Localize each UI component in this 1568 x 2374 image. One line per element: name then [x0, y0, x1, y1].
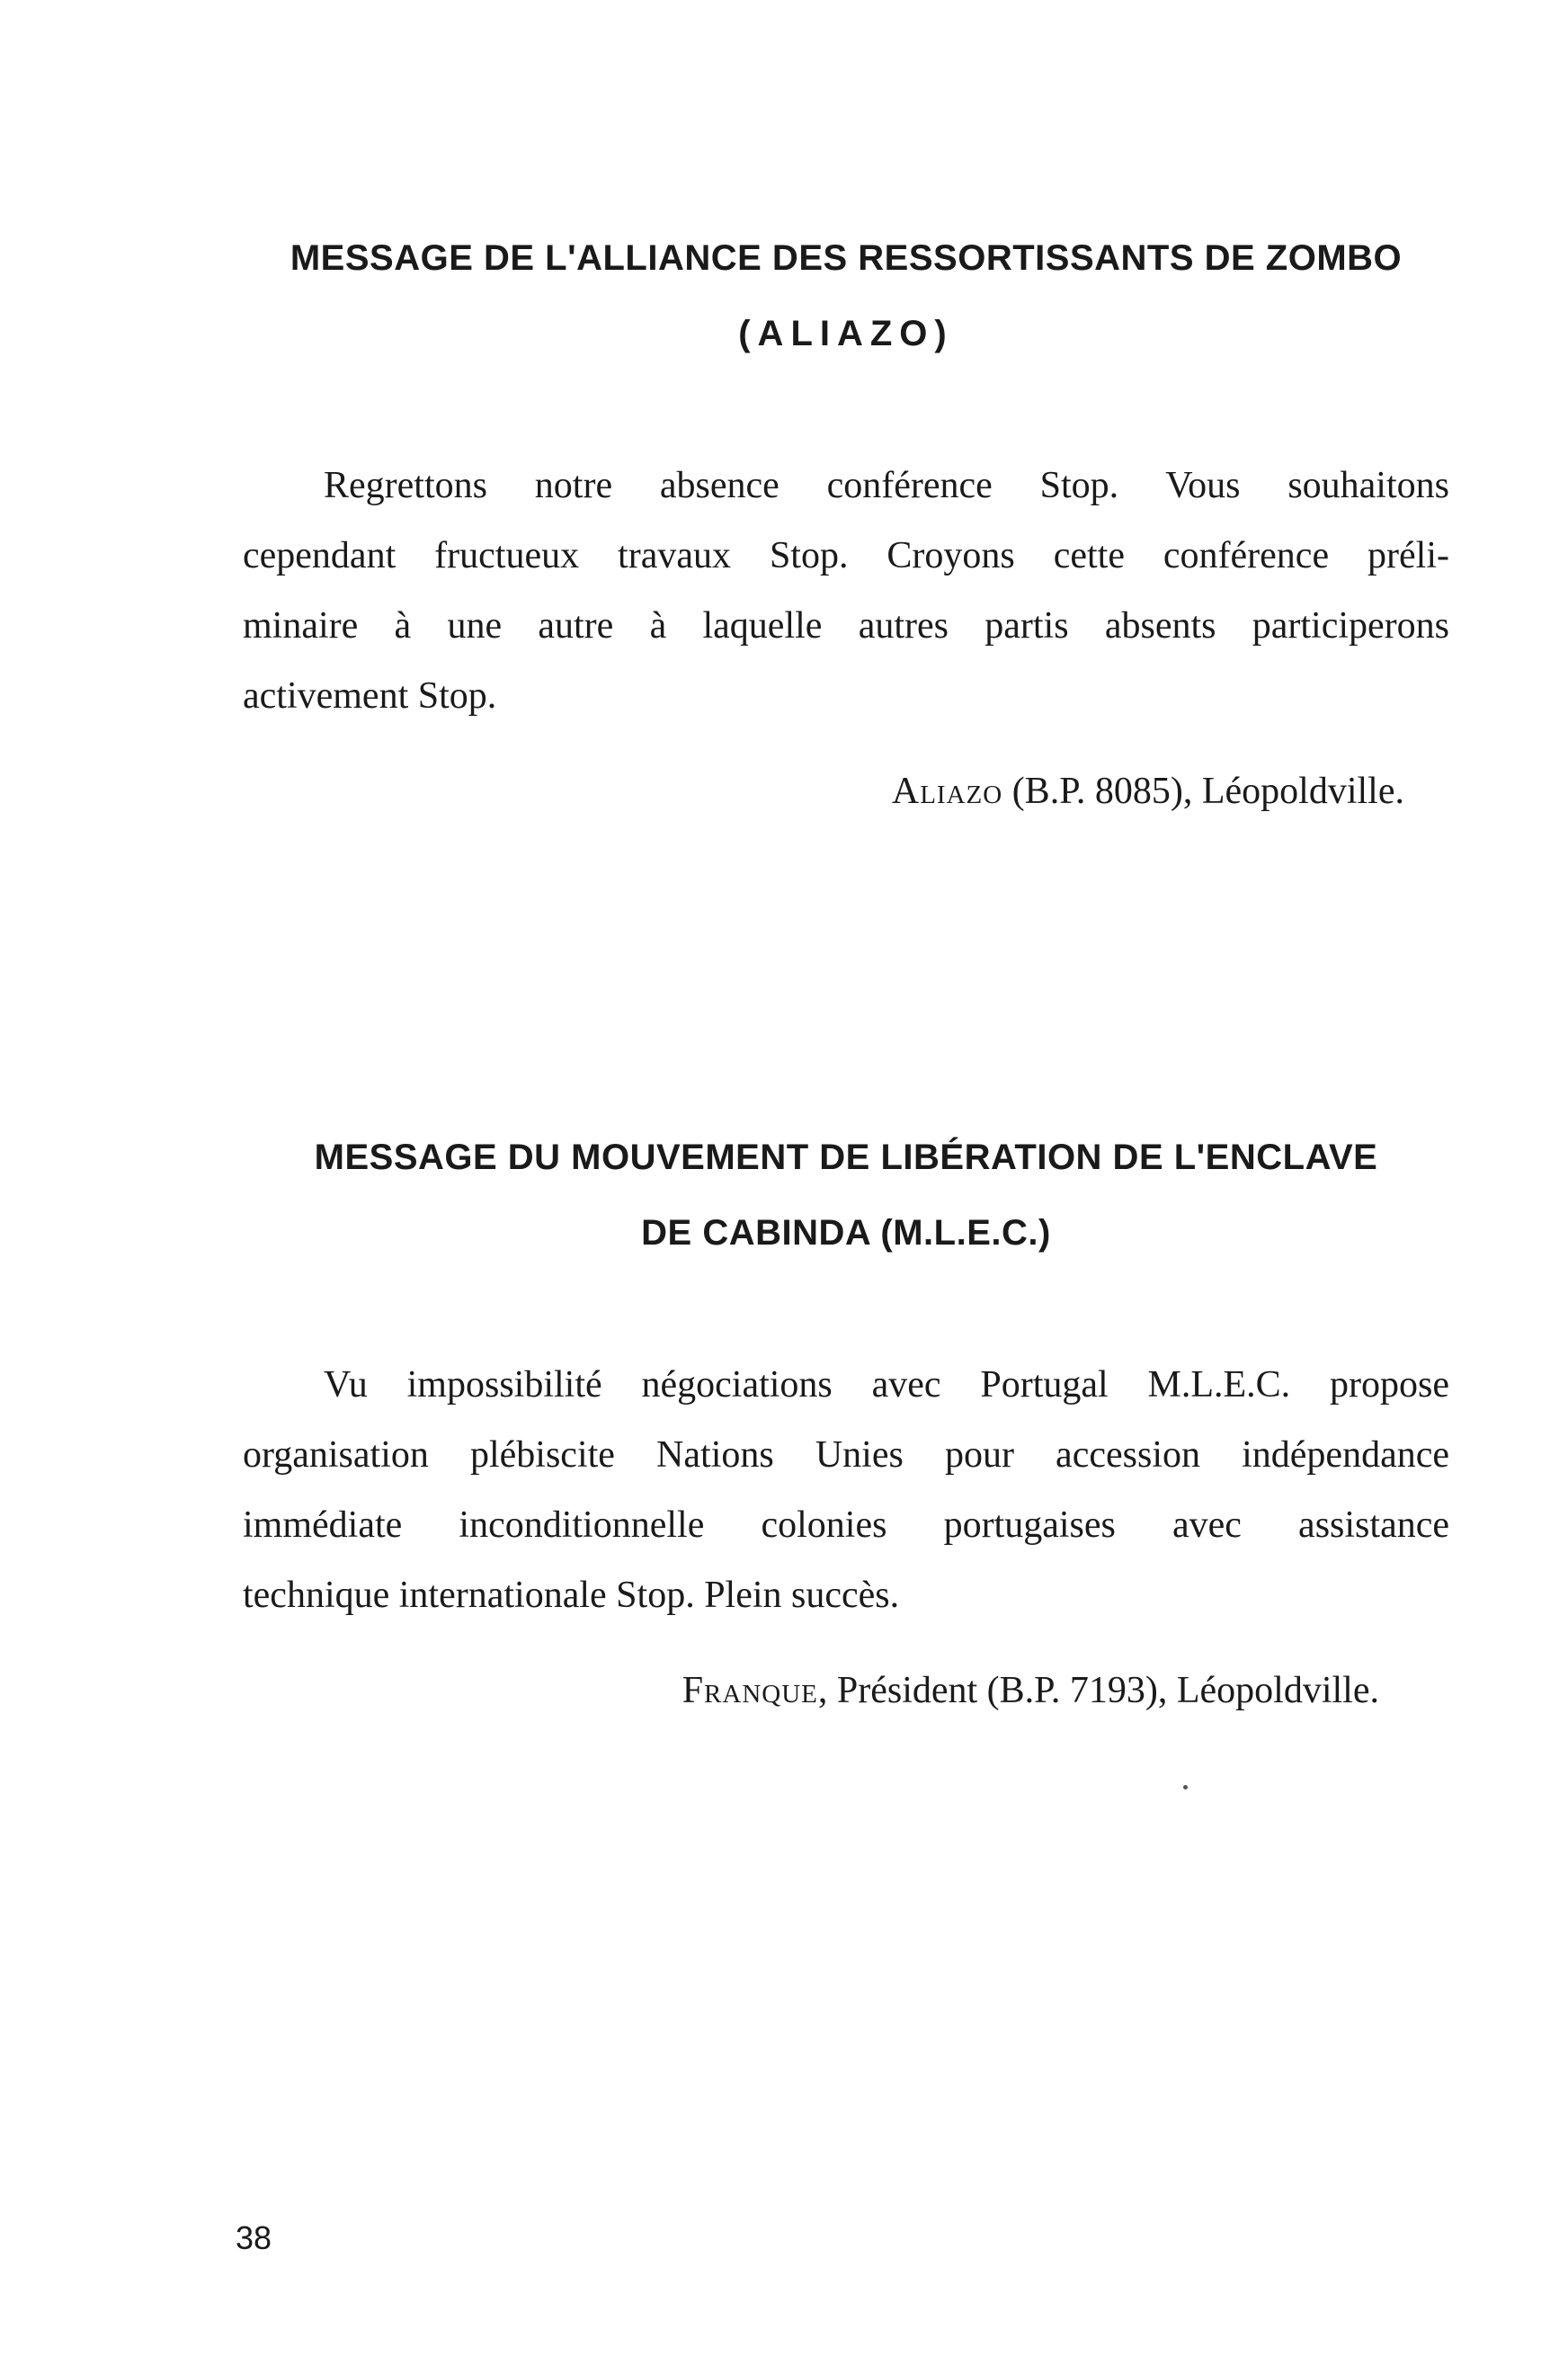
print-speck: [1183, 1785, 1188, 1789]
signature-details: (B.P. 8085), Léopoldville.: [1011, 771, 1404, 812]
heading-acronym: (ALIAZO): [738, 314, 954, 353]
heading-line: MESSAGE DE L'ALLIANCE DES RESSORTISSANTS DE ZOMBO: [290, 238, 1403, 278]
heading-line: DE CABINDA (M.L.E.C.): [641, 1213, 1051, 1253]
page-number: 38: [236, 2219, 272, 2256]
body-line: Vu impossibilité négociations avec Portugal M.L.E.C. propose: [324, 1364, 1449, 1406]
signature-details: , Président (B.P. 7193), Léopoldville.: [817, 1670, 1379, 1711]
mlec-message-section: [243, 1120, 1449, 1726]
body-line: organisation plébiscite Nations Unies pour accession indépendance: [243, 1434, 1449, 1476]
mlec-heading: [243, 1120, 1449, 1271]
aliazo-heading: [243, 220, 1449, 371]
aliazo-message-section: [243, 220, 1449, 826]
mlec-signature: [243, 1656, 1449, 1726]
body-line: technique internationale Stop. Plein succès.: [243, 1575, 900, 1616]
heading-line: MESSAGE DU MOUVEMENT DE LIBÉRATION DE L'ENCLAVE: [314, 1138, 1378, 1177]
aliazo-signature: [243, 756, 1449, 826]
aliazo-message-body: [243, 451, 1449, 731]
signature-name: Franque: [682, 1670, 818, 1711]
body-line: Regrettons notre absence conférence Stop. Vous souhaitons: [324, 465, 1449, 506]
body-line: minaire à une autre à laquelle autres partis absents participerons: [243, 605, 1449, 647]
body-line: cependant fructueux travaux Stop. Croyons cette conférence préli-: [243, 535, 1449, 576]
body-line: immédiate inconditionnelle colonies portugaises avec assistance: [243, 1504, 1449, 1546]
signature-name: Aliazo: [891, 771, 1003, 812]
body-line: activement Stop.: [243, 675, 497, 717]
mlec-message-body: [243, 1350, 1449, 1630]
